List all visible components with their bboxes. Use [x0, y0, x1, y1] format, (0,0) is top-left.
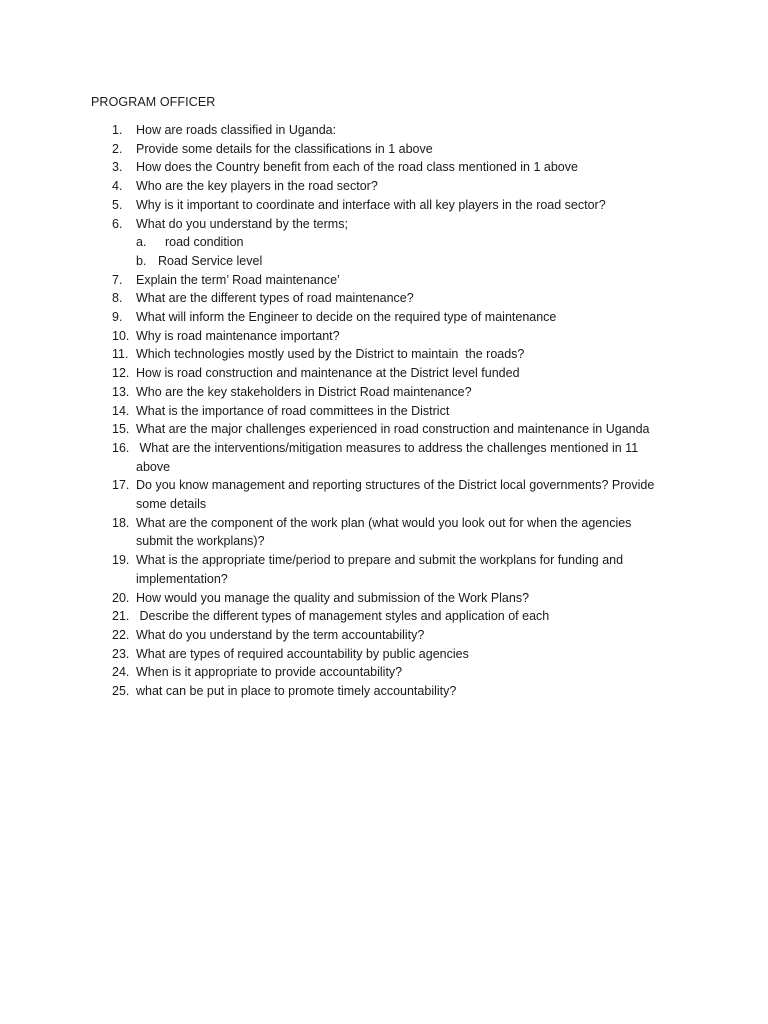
question-text: Who are the key players in the road sector?: [136, 179, 378, 194]
question-text: Why is it important to coordinate and interface with all key players in the road sector?: [136, 197, 606, 212]
question-text: What are types of required accountability by public agencies: [136, 646, 469, 661]
question-item: [0, 177, 768, 196]
question-text: What do you understand by the terms;: [136, 216, 348, 231]
question-text: Who are the key stakeholders in District Road maintenance?: [136, 384, 472, 399]
question-item: [0, 420, 768, 439]
question-number: 15.: [112, 422, 130, 437]
question-text: Explain the term’ Road maintenance’: [136, 272, 340, 287]
question-item: [0, 514, 768, 551]
document-title: PROGRAM OFFICER: [91, 95, 216, 109]
question-list: [0, 121, 768, 701]
question-number: 18.: [112, 515, 130, 530]
question-text: How are roads classified in Uganda:: [136, 123, 337, 137]
question-number: 13.: [112, 384, 130, 399]
question-text: How does the Country benefit from each of the road class mentioned in 1 above: [136, 160, 578, 175]
question-item: [0, 682, 768, 701]
question-item: [0, 215, 768, 234]
question-item: [0, 476, 768, 513]
sub-item: [0, 252, 768, 271]
question-text: When is it appropriate to provide accountability?: [136, 665, 403, 680]
question-item: [0, 663, 768, 682]
question-item: [0, 289, 768, 308]
question-item: [0, 402, 768, 421]
question-item: [0, 327, 768, 346]
question-item: [0, 140, 768, 159]
question-number: 25.: [112, 684, 130, 699]
question-item: [0, 158, 768, 177]
question-number: 14.: [112, 403, 130, 418]
question-item: [0, 551, 768, 588]
question-text: Provide some details for the classifications in 1 above: [136, 141, 433, 156]
question-number: 2.: [112, 141, 123, 156]
question-text: What are the major challenges experienced in road construction and maintenance in Uganda: [136, 422, 650, 437]
question-item: [0, 626, 768, 645]
question-text: What will inform the Engineer to decide on the required type of maintenance: [136, 310, 557, 325]
sub-item-letter: b.: [136, 253, 147, 268]
question-text: What are the interventions/mitigation measures to address the challenges mentioned in 11 above: [136, 440, 642, 474]
question-text: Describe the different types of management styles and application of each: [136, 609, 550, 624]
question-number: 19.: [112, 553, 130, 568]
question-text: What are the different types of road maintenance?: [136, 291, 414, 306]
question-number: 6.: [112, 216, 123, 231]
question-number: 10.: [112, 328, 130, 343]
question-item: [0, 271, 768, 290]
question-text: What do you understand by the term accountability?: [136, 627, 425, 642]
question-item: [0, 383, 768, 402]
question-number: 23.: [112, 646, 130, 661]
question-number: 17.: [112, 478, 130, 493]
sub-item-text: road condition: [158, 235, 244, 250]
question-item: [0, 645, 768, 664]
question-number: 9.: [112, 310, 123, 325]
sub-item: [0, 233, 768, 252]
sub-item-text: Road Service level: [158, 253, 263, 268]
question-item: [0, 439, 768, 476]
question-number: 4.: [112, 179, 123, 194]
question-text: what can be put in place to promote timely accountability?: [136, 684, 457, 699]
question-number: 24.: [112, 665, 130, 680]
question-number: 11.: [112, 347, 129, 362]
question-number: 5.: [112, 197, 123, 212]
question-number: 8.: [112, 291, 123, 306]
question-item: [0, 121, 768, 140]
question-number: 1.: [112, 123, 123, 137]
question-item: [0, 308, 768, 327]
question-text: Do you know management and reporting structures of the District local governments? Provide some details: [136, 478, 658, 512]
question-number: 20.: [112, 590, 130, 605]
question-text: What is the appropriate time/period to prepare and submit the workplans for funding and implementation?: [136, 553, 627, 586]
question-text: How is road construction and maintenance at the District level funded: [136, 366, 520, 381]
question-item: [0, 607, 768, 626]
question-text: Why is road maintenance important?: [136, 328, 340, 343]
sub-item-letter: a.: [136, 235, 147, 250]
question-number: 3.: [112, 160, 123, 175]
question-item: [0, 364, 768, 383]
question-number: 21.: [112, 609, 130, 624]
question-item: [0, 589, 768, 608]
question-item: [0, 196, 768, 215]
question-text: How would you manage the quality and submission of the Work Plans?: [136, 590, 530, 605]
question-number: 22.: [112, 627, 130, 642]
question-text: What are the component of the work plan (what would you look out for when the agencies submit the workplans)?: [136, 515, 635, 549]
question-text: What is the importance of road committees in the District: [136, 403, 450, 418]
question-number: 7.: [112, 272, 123, 287]
question-number: 12.: [112, 366, 130, 381]
question-text: Which technologies mostly used by the District to maintain the roads?: [136, 347, 525, 362]
question-number: 16.: [112, 440, 130, 455]
question-item: [0, 345, 768, 364]
